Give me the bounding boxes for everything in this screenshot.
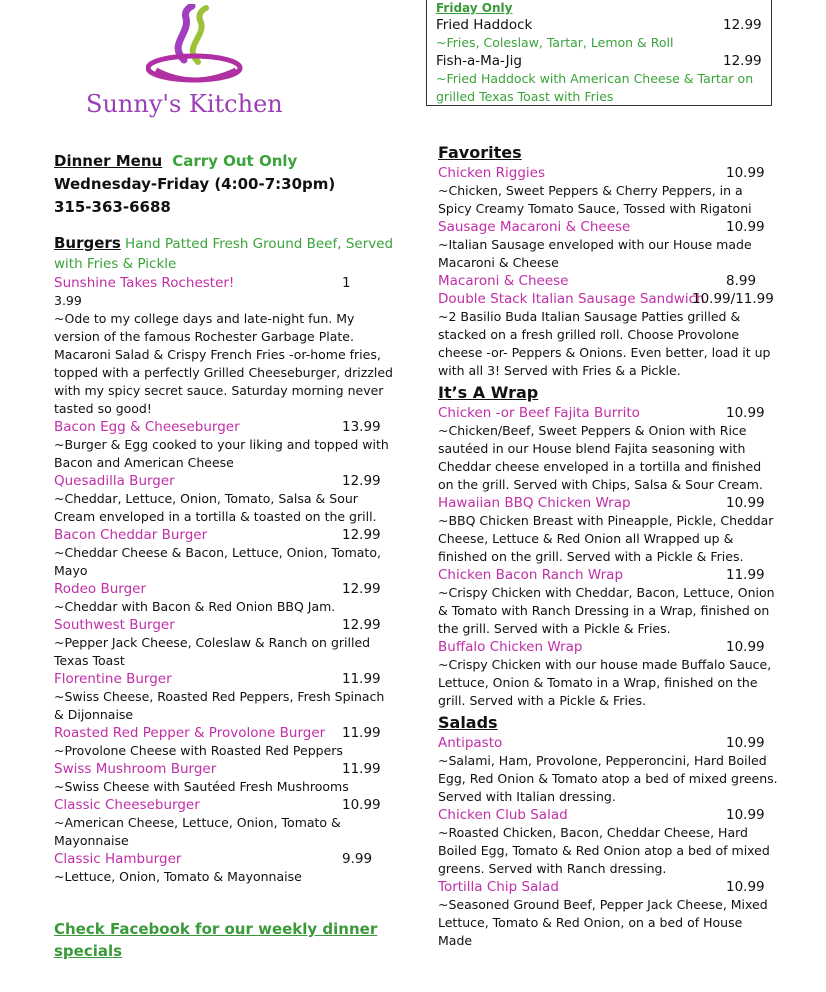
item-name: Buffalo Chicken Wrap [438, 639, 583, 655]
item-name: Chicken Bacon Ranch Wrap [438, 567, 624, 583]
item-name-row [54, 616, 394, 634]
item-name-row [54, 724, 394, 742]
logo-text: Sunny's Kitchen [86, 90, 283, 118]
item-name: Bacon Egg & Cheeseburger [54, 419, 240, 435]
logo [86, 4, 318, 120]
phone-number: 315-363-6688 [54, 198, 171, 216]
item-description: ~Crispy Chicken with Cheddar, Bacon, Lettuce, Onion & Tomato with Ranch Dressing in a Wrap, finished on the grill. Served with a Pickle & Fries. [438, 585, 775, 636]
item-description: ~Salami, Ham, Provolone, Pepperoncini, Hard Boiled Egg, Red Onion & Tomato atop a bed of mixed greens. Served with Italian dressing. [438, 753, 778, 804]
item-name: Tortilla Chip Salad [438, 879, 559, 895]
menu-item [438, 218, 778, 272]
item-name: Chicken Riggies [438, 165, 546, 181]
item-name-row [54, 526, 394, 544]
item-description: ~Cheddar Cheese & Bacon, Lettuce, Onion, Tomato, Mayo [54, 545, 381, 578]
menu-item [438, 566, 778, 638]
friday-title: Friday Only [436, 1, 513, 15]
item-description: ~Italian Sausage enveloped with our House made Macaroni & Cheese [438, 237, 752, 270]
item-name: Quesadilla Burger [54, 473, 175, 489]
item-name-row [54, 580, 394, 598]
section-title: Salads [438, 713, 498, 732]
item-name-row [54, 418, 394, 436]
item-description: ~Roasted Chicken, Bacon, Cheddar Cheese, Hard Boiled Egg, Tomato & Red Onion atop a bed of mixed greens. Served with Ranch dressing. [438, 825, 770, 876]
bowl-steam-icon [146, 4, 256, 88]
item-description: ~Burger & Egg cooked to your liking and topped with Bacon and American Cheese [54, 437, 389, 470]
section-title: It’s A Wrap [438, 383, 539, 402]
friday-item-name-row [436, 16, 761, 34]
item-description: ~Lettuce, Onion, Tomato & Mayonnaise [54, 869, 302, 884]
item-description: ~Chicken/Beef, Sweet Peppers & Onion with Rice sautéed in our House blend Fajita seasoning with Cheddar cheese enveloped in a tortilla and finished on the grill. Served with Chips, Salsa & Sour Cream. [438, 423, 763, 492]
item-name-row [438, 164, 778, 182]
item-description: ~Cheddar, Lettuce, Onion, Tomato, Salsa & Sour Cream enveloped in a tortilla & toasted on the grill. [54, 491, 377, 524]
item-name: Double Stack Italian Sausage Sandwich [438, 291, 705, 307]
friday-item-name-row [436, 52, 761, 70]
item-name: Rodeo Burger [54, 581, 147, 597]
item-description: ~Seasoned Ground Beef, Pepper Jack Cheese, Mixed Lettuce, Tomato & Red Onion, on a bed of House Made [438, 897, 768, 948]
item-price: 8.99 [726, 273, 757, 289]
menu-item [54, 616, 394, 670]
item-name-row [54, 850, 394, 868]
item-price: 10.99 [726, 495, 765, 511]
item-price-wrap: 3.99 [54, 293, 82, 308]
section-subtitle: Hand Patted Fresh Ground Beef, Served with Fries & Pickle [54, 236, 394, 272]
menu-item [54, 580, 394, 616]
friday-item-price: 12.99 [723, 53, 762, 69]
item-name: Swiss Mushroom Burger [54, 761, 217, 777]
item-description: ~Cheddar with Bacon & Red Onion BBQ Jam. [54, 599, 336, 614]
item-description: ~Chicken, Sweet Peppers & Cherry Peppers, in a Spicy Creamy Tomato Sauce, Tossed with Rigatoni [438, 183, 752, 216]
menu-item [54, 526, 394, 580]
item-price: 12.99 [342, 581, 381, 597]
item-price: 1 [342, 275, 351, 291]
item-price: 11.99 [342, 671, 381, 687]
left-column [54, 150, 394, 886]
item-name: Sausage Macaroni & Cheese [438, 219, 631, 235]
item-name-row [438, 734, 778, 752]
item-price: 10.99 [726, 405, 765, 421]
item-name: Florentine Burger [54, 671, 172, 687]
item-name-row [438, 638, 778, 656]
item-name: Chicken Club Salad [438, 807, 568, 823]
item-price: 11.99 [342, 725, 381, 741]
item-price: 11.99 [726, 567, 765, 583]
menu-item [438, 806, 778, 878]
item-name-row [438, 878, 778, 896]
item-name: Classic Hamburger [54, 851, 182, 867]
friday-only-box [426, 0, 772, 106]
menu-item [54, 850, 394, 886]
item-price: 10.99 [726, 735, 765, 751]
item-price: 12.99 [342, 527, 381, 543]
menu-item [438, 494, 778, 566]
facebook-specials-link[interactable]: Check Facebook for our weekly dinner specials [54, 920, 378, 960]
item-price: 11.99 [342, 761, 381, 777]
item-description: ~2 Basilio Buda Italian Sausage Patties grilled & stacked on a fresh grilled roll. Choose Provolone cheese -or- Peppers & Onions. Even better, load it up with all 3! Served with Fries & a Pickle. [438, 309, 771, 378]
item-description: ~Crispy Chicken with our house made Buffalo Sauce, Lettuce, Onion & Tomato in a Wrap, finished on the grill. Served with a Pickle & Fries. [438, 657, 772, 708]
item-name-row [438, 218, 778, 236]
item-price: 13.99 [342, 419, 381, 435]
item-description: ~Swiss Cheese with Sautéed Fresh Mushrooms [54, 779, 349, 794]
friday-item-desc: ~Fries, Coleslaw, Tartar, Lemon & Roll [436, 35, 674, 50]
item-price: 12.99 [342, 617, 381, 633]
menu-item [438, 164, 778, 218]
menu-item [54, 796, 394, 850]
menu-item [438, 404, 778, 494]
item-price: 10.99/11.99 [692, 291, 774, 307]
menu-item [54, 472, 394, 526]
item-price: 9.99 [342, 851, 373, 867]
item-description: ~Provolone Cheese with Roasted Red Peppers [54, 743, 343, 758]
friday-item-price: 12.99 [723, 17, 762, 33]
item-description: ~Pepper Jack Cheese, Coleslaw & Ranch on grilled Texas Toast [54, 635, 371, 668]
item-name: Antipasto [438, 735, 503, 751]
item-name: Classic Cheeseburger [54, 797, 200, 813]
item-description: ~BBQ Chicken Breast with Pineapple, Pickle, Cheddar Cheese, Lettuce & Red Onion all Wrapped up & finished on the grill. Served with a Pickle & Fries. [438, 513, 774, 564]
item-price: 10.99 [726, 219, 765, 235]
friday-item-desc: ~Fried Haddock with American Cheese & Tartar on grilled Texas Toast with Fries [436, 71, 754, 104]
item-name: Sunshine Takes Rochester! [54, 275, 235, 291]
item-name-row [54, 796, 394, 814]
item-price: 10.99 [342, 797, 381, 813]
item-name: Hawaiian BBQ Chicken Wrap [438, 495, 631, 511]
menu-item [438, 878, 778, 950]
item-price: 10.99 [726, 879, 765, 895]
item-name-row [438, 806, 778, 824]
menu-item [438, 638, 778, 710]
item-price: 10.99 [726, 165, 765, 181]
hours: Wednesday-Friday (4:00-7:30pm) [54, 175, 336, 193]
item-name-row [438, 272, 778, 290]
menu-item [54, 724, 394, 760]
friday-item-name: Fried Haddock [436, 17, 533, 33]
item-price: 12.99 [342, 473, 381, 489]
menu-item [438, 734, 778, 806]
carry-out-label: Carry Out Only [172, 152, 298, 170]
item-name-row [438, 404, 778, 422]
item-name-row [438, 566, 778, 584]
item-name: Chicken -or Beef Fajita Burrito [438, 405, 640, 421]
menu-item [438, 272, 778, 290]
menu-title: Dinner Menu [54, 152, 163, 170]
section-title: Favorites [438, 143, 522, 162]
item-name-row [438, 494, 778, 512]
menu-item [54, 274, 394, 418]
item-name-row [438, 290, 778, 308]
item-name: Bacon Cheddar Burger [54, 527, 208, 543]
menu-item [54, 670, 394, 724]
item-name: Macaroni & Cheese [438, 273, 569, 289]
item-description: ~Swiss Cheese, Roasted Red Peppers, Fresh Spinach & Dijonnaise [54, 689, 385, 722]
menu-heading [54, 150, 394, 173]
burgers-heading [54, 233, 394, 274]
item-name: Roasted Red Pepper & Provolone Burger [54, 725, 326, 741]
friday-item-name: Fish-a-Ma-Jig [436, 53, 522, 69]
item-price: 10.99 [726, 807, 765, 823]
item-price: 10.99 [726, 639, 765, 655]
menu-item [54, 418, 394, 472]
item-name: Southwest Burger [54, 617, 175, 633]
menu-item [438, 290, 778, 380]
right-column [438, 140, 778, 950]
item-name-row [54, 274, 394, 292]
item-description: ~Ode to my college days and late-night fun. My version of the famous Rochester Garbage Plate. Macaroni Salad & Crispy French Fries -or-home fries, topped with a perfectly Grilled Cheeseburger, drizzled with my spicy secret sauce. Saturday morning never tasted so good! [54, 311, 393, 416]
menu-item [54, 760, 394, 796]
item-name-row [54, 670, 394, 688]
item-name-row [54, 760, 394, 778]
section-title: Burgers [54, 234, 121, 252]
item-description: ~American Cheese, Lettuce, Onion, Tomato & Mayonnaise [54, 815, 341, 848]
item-name-row [54, 472, 394, 490]
